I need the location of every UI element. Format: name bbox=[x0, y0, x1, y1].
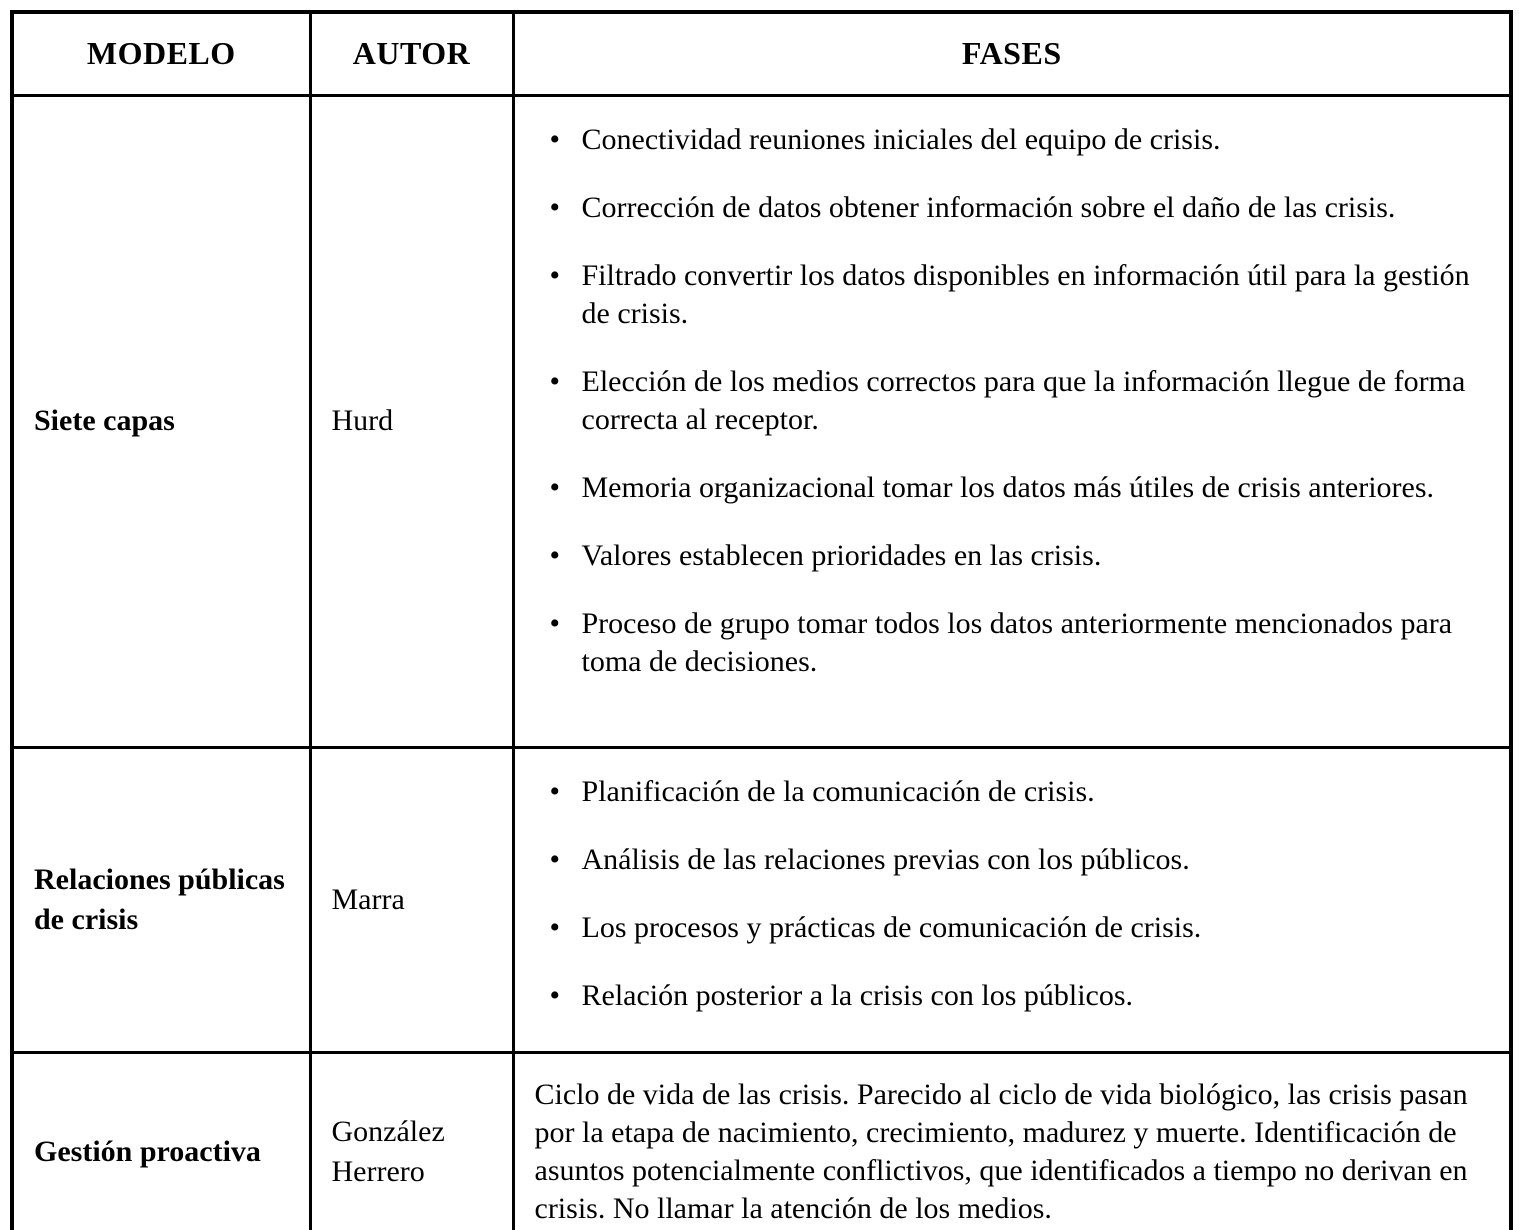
fases-item: • Valores establecen prioridades en las crisis. bbox=[548, 537, 1486, 575]
fases-cell bbox=[513, 747, 1511, 1052]
table-row-siete-capas bbox=[12, 95, 1511, 747]
fases-cell bbox=[513, 95, 1511, 747]
fases-item: • Análisis de las relaciones previas con los públicos. bbox=[548, 841, 1486, 879]
fases-item: • Corrección de datos obtener información sobre el daño de las crisis. bbox=[548, 189, 1486, 227]
fases-item: • Conectividad reuniones iniciales del equipo de crisis. bbox=[548, 121, 1486, 159]
fases-item: • Los procesos y prácticas de comunicación de crisis. bbox=[548, 909, 1486, 947]
header-cell-modelo: MODELO bbox=[12, 12, 310, 95]
modelo-cell: Relaciones públicas de crisis bbox=[12, 747, 310, 1052]
modelo-cell: Siete capas bbox=[12, 95, 310, 747]
fases-item: • Proceso de grupo tomar todos los datos anteriormente mencionados para toma de decisiones. bbox=[548, 605, 1486, 681]
table-header-row bbox=[12, 12, 1511, 95]
modelo-cell: Gestión proactiva bbox=[12, 1052, 310, 1230]
fases-paragraph: Ciclo de vida de las crisis. Parecido al ciclo de vida biológico, las crisis pasan por la etapa de nacimiento, crecimiento, madurez y muerte. Identificación de asuntos potencialmente conflictivos, que identificados a tiempo no derivan en crisis. No llamar la atención de los medios. bbox=[534, 1077, 1468, 1225]
fases-item: • Memoria organizacional tomar los datos más útiles de crisis anteriores. bbox=[548, 469, 1486, 507]
autor-cell: Marra bbox=[310, 747, 513, 1052]
autor-cell: Hurd bbox=[310, 95, 513, 747]
header-cell-autor: AUTOR bbox=[310, 12, 513, 95]
crisis-models-table bbox=[10, 10, 1513, 1230]
fases-item: • Relación posterior a la crisis con los públicos. bbox=[548, 977, 1486, 1015]
table-row-relaciones-publicas bbox=[12, 747, 1511, 1052]
autor-cell: González Herrero bbox=[310, 1052, 513, 1230]
fases-item: • Filtrado convertir los datos disponibles en información útil para la gestión de crisis. bbox=[548, 257, 1486, 333]
fases-bullet-list bbox=[548, 121, 1486, 681]
fases-item: • Elección de los medios correctos para que la información llegue de forma correcta al receptor. bbox=[548, 363, 1486, 439]
fases-cell bbox=[513, 1052, 1511, 1230]
fases-bullet-list bbox=[548, 773, 1486, 1015]
header-cell-fases: FASES bbox=[513, 12, 1511, 95]
table-row-gestion-proactiva bbox=[12, 1052, 1511, 1230]
fases-item: • Planificación de la comunicación de crisis. bbox=[548, 773, 1486, 811]
